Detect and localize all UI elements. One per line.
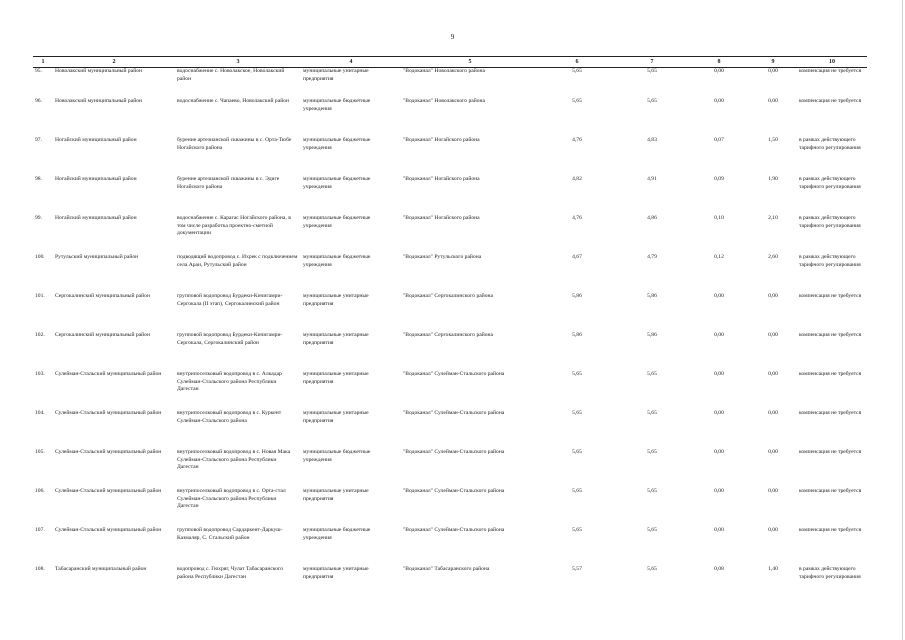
project-cell: водопровод с. Гюхряг, Чулат Табасаранского района Республики Дагестан: [177, 566, 283, 580]
value-cell: 0,00: [768, 410, 778, 417]
value-cell: 5,65: [647, 488, 657, 495]
project-cell: бурение артезианской скважины в с. Эдиге Ногайского района: [177, 176, 280, 190]
district-cell: Новолакский муниципальный район: [55, 68, 142, 75]
district-cell: Новолакский муниципальный район: [55, 98, 142, 105]
value-cell: 5,65: [572, 68, 582, 75]
table-row: [33, 371, 867, 410]
operator-cell: "Водоканал" Сергокалинского района: [403, 332, 493, 339]
project-cell: водоснабжение с. Карагас Ногайского района, в том числе разработка проектно-сметной документации: [177, 215, 291, 237]
org-type-cell: муниципальные бюджетные учреждения: [303, 449, 371, 463]
value-cell: 0,00: [714, 449, 724, 456]
value-cell: 5,65: [647, 566, 657, 573]
district-cell: Сулейман-Стальский муниципальный район: [55, 371, 162, 378]
value-cell: 1,50: [768, 137, 778, 144]
project-cell: групповой водопровод Бурдеки-Кичигамри-Сергокала, Сергокалинский район: [177, 332, 283, 346]
note-cell: компенсация не требуется: [799, 98, 862, 105]
value-cell: 5,65: [647, 449, 657, 456]
value-cell: 0,00: [714, 527, 724, 534]
row-number: 98.: [35, 176, 42, 183]
operator-cell: "Водоканал" Рутульского района: [403, 254, 482, 261]
operator-cell: "Водоканал" Сулейман-Стальского района: [403, 371, 505, 378]
org-type-cell: муниципальные унитарные предприятия: [303, 488, 369, 502]
table-body: [33, 68, 867, 606]
project-cell: групповой водопровод Сардаркент-Даркуш-Казмаляр, С. Стальский район: [177, 527, 283, 541]
row-number: 105.: [35, 449, 45, 456]
note-cell: компенсация не требуется: [799, 293, 862, 300]
table-row: [33, 488, 867, 527]
district-cell: Сулейман-Стальский муниципальный район: [55, 488, 162, 495]
operator-cell: "Водоканал" Сулейман-Стальского района: [403, 449, 505, 456]
column-header: 9: [749, 57, 797, 68]
table-row: [33, 293, 867, 332]
district-cell: Сулейман-Стальский муниципальный район: [55, 449, 162, 456]
district-cell: Сулейман-Стальский муниципальный район: [55, 410, 162, 417]
project-cell: внутрипоселковый водопровод в с. Новая Мака Сулейман-Стальского района Республики Дагестан: [177, 449, 291, 471]
org-type-cell: муниципальные бюджетные учреждения: [303, 98, 371, 112]
value-cell: 5,65: [572, 488, 582, 495]
value-cell: 4,82: [572, 176, 582, 183]
value-cell: 5,86: [647, 332, 657, 339]
org-type-cell: муниципальные бюджетные учреждения: [303, 215, 371, 229]
table-row: [33, 527, 867, 566]
value-cell: 0,00: [714, 332, 724, 339]
note-cell: компенсация не требуется: [799, 332, 862, 339]
note-cell: в рамках действующего тарифного регулирования: [799, 254, 861, 268]
value-cell: 5,65: [572, 449, 582, 456]
value-cell: 5,65: [572, 410, 582, 417]
column-header: 3: [175, 57, 301, 68]
org-type-cell: муниципальные бюджетные учреждения: [303, 527, 371, 541]
org-type-cell: муниципальные бюджетные учреждения: [303, 137, 371, 151]
investment-table: [33, 56, 867, 605]
value-cell: 5,86: [572, 332, 582, 339]
district-cell: Сергокалинский муниципальный район: [55, 293, 150, 300]
org-type-cell: муниципальные бюджетные учреждения: [303, 176, 371, 190]
page-edge: [902, 0, 903, 640]
row-number: 99.: [35, 215, 42, 222]
operator-cell: "Водоканал" Новолакского района: [403, 68, 486, 75]
value-cell: 4,86: [647, 215, 657, 222]
value-cell: 2,10: [768, 215, 778, 222]
value-cell: 0,12: [714, 254, 724, 261]
note-cell: компенсация не требуется: [799, 410, 862, 417]
page-number: 9: [450, 33, 455, 41]
project-cell: внутрипоселковый водопровод в с. Куркент Сулейман-Стальского района: [177, 410, 282, 424]
table-row: [33, 68, 867, 99]
value-cell: 1,40: [768, 566, 778, 573]
value-cell: 0,00: [768, 488, 778, 495]
row-number: 103.: [35, 371, 45, 378]
value-cell: 0,10: [714, 215, 724, 222]
column-header: 8: [689, 57, 749, 68]
value-cell: 0,09: [714, 176, 724, 183]
org-type-cell: муниципальные унитарные предприятия: [303, 410, 369, 424]
value-cell: 0,00: [714, 68, 724, 75]
org-type-cell: муниципальные унитарные предприятия: [303, 332, 369, 346]
operator-cell: "Водоканал" Новолакского района: [403, 98, 486, 105]
note-cell: в рамках действующего тарифного регулирования: [799, 176, 861, 190]
district-cell: Ногайский муниципальный район: [55, 215, 137, 222]
value-cell: 1,90: [768, 176, 778, 183]
value-cell: 5,65: [647, 371, 657, 378]
operator-cell: "Водоканал" Сулейман-Стальского района: [403, 410, 505, 417]
value-cell: 0,00: [768, 449, 778, 456]
operator-cell: "Водоканал" Сергокалинского района: [403, 293, 493, 300]
row-number: 95.: [35, 68, 42, 75]
table-row: [33, 176, 867, 215]
value-cell: 0,00: [768, 527, 778, 534]
value-cell: 5,65: [647, 527, 657, 534]
value-cell: 0,00: [768, 332, 778, 339]
table-row: [33, 449, 867, 488]
value-cell: 0,00: [714, 410, 724, 417]
row-number: 97.: [35, 137, 42, 144]
operator-cell: "Водоканал" Сулейман-Стальского района: [403, 488, 505, 495]
operator-cell: "Водоканал" Табасаранского района: [403, 566, 490, 573]
table-row: [33, 254, 867, 293]
value-cell: 2,60: [768, 254, 778, 261]
project-cell: групповой водопровод Бурдеки-Кичигамри-Сергокала (II этап), Сергокалинский район: [177, 293, 283, 307]
value-cell: 0,00: [714, 98, 724, 105]
value-cell: 4,91: [647, 176, 657, 183]
value-cell: 5,65: [647, 98, 657, 105]
note-cell: компенсация не требуется: [799, 488, 862, 495]
value-cell: 5,86: [647, 293, 657, 300]
row-number: 102.: [35, 332, 45, 339]
table-row: [33, 98, 867, 137]
value-cell: 5,65: [647, 410, 657, 417]
note-cell: компенсация не требуется: [799, 527, 862, 534]
org-type-cell: муниципальные унитарные предприятия: [303, 68, 369, 82]
value-cell: 0,00: [714, 293, 724, 300]
org-type-cell: муниципальные унитарные предприятия: [303, 293, 369, 307]
value-cell: 0,00: [714, 371, 724, 378]
value-cell: 0,08: [714, 566, 724, 573]
row-number: 96.: [35, 98, 42, 105]
column-header: 6: [539, 57, 615, 68]
header-row: [33, 57, 867, 68]
row-number: 107.: [35, 527, 45, 534]
value-cell: 0,07: [714, 137, 724, 144]
column-header: 4: [301, 57, 401, 68]
column-header: 2: [53, 57, 175, 68]
table-row: [33, 410, 867, 449]
district-cell: Ногайский муниципальный район: [55, 137, 137, 144]
table-row: [33, 332, 867, 371]
district-cell: Сергокалинский муниципальный район: [55, 332, 150, 339]
table-row: [33, 137, 867, 176]
value-cell: 5,65: [647, 68, 657, 75]
value-cell: 5,86: [572, 293, 582, 300]
district-cell: Ногайский муниципальный район: [55, 176, 137, 183]
note-cell: в рамках действующего тарифного регулирования: [799, 215, 861, 229]
value-cell: 0,00: [768, 371, 778, 378]
district-cell: Сулейман-Стальский муниципальный район: [55, 527, 162, 534]
project-cell: внутрипоселковый водопровод в с. Алкадар Сулейман-Стальского района Республики Дагестан: [177, 371, 282, 393]
column-header: 10: [797, 57, 867, 68]
note-cell: компенсация не требуется: [799, 68, 862, 75]
value-cell: 5,65: [572, 371, 582, 378]
row-number: 104.: [35, 410, 45, 417]
table-row: [33, 566, 867, 605]
note-cell: компенсация не требуется: [799, 449, 862, 456]
project-cell: внутрипоселковый водопровод в с. Орта-стал Сулейман-Стальского района Республики Дагестан: [177, 488, 286, 510]
operator-cell: "Водоканал" Ногайского района: [403, 176, 480, 183]
operator-cell: "Водоканал" Сулейман-Стальского района: [403, 527, 505, 534]
org-type-cell: муниципальные бюджетные учреждения: [303, 254, 371, 268]
operator-cell: "Водоканал" Ногайского района: [403, 215, 480, 222]
value-cell: 4,67: [572, 254, 582, 261]
note-cell: компенсация не требуется: [799, 371, 862, 378]
row-number: 100.: [35, 254, 45, 261]
row-number: 101.: [35, 293, 45, 300]
value-cell: 5,57: [572, 566, 582, 573]
operator-cell: "Водоканал" Ногайского района: [403, 137, 480, 144]
note-cell: в рамках действующего тарифного регулирования: [799, 566, 861, 580]
value-cell: 5,65: [572, 527, 582, 534]
project-cell: водоснабжение с. Чапаево, Новолакский район: [177, 98, 289, 105]
district-cell: Рутульский муниципальный район: [55, 254, 139, 261]
value-cell: 4,76: [572, 215, 582, 222]
value-cell: 4,79: [647, 254, 657, 261]
row-number: 106.: [35, 488, 45, 495]
district-cell: Табасаранский муниципальный район: [55, 566, 147, 573]
row-number: 108.: [35, 566, 45, 573]
value-cell: 4,76: [572, 137, 582, 144]
value-cell: 0,00: [714, 488, 724, 495]
project-cell: подводящий водопровод с. Ихрек с подключением села Араи, Рутульский район: [177, 254, 298, 268]
org-type-cell: муниципальные унитарные предприятия: [303, 566, 369, 580]
project-cell: водоснабжение с. Новолакское, Новолакский район: [177, 68, 285, 82]
column-header: 1: [33, 57, 53, 68]
project-cell: бурение артезианской скважины в с. Орта-Тюбе Ногайского района: [177, 137, 292, 151]
value-cell: 0,00: [768, 68, 778, 75]
column-header: 7: [615, 57, 689, 68]
value-cell: 0,00: [768, 293, 778, 300]
table-row: [33, 215, 867, 254]
note-cell: в рамках действующего тарифного регулирования: [799, 137, 861, 151]
value-cell: 0,00: [768, 98, 778, 105]
value-cell: 4,83: [647, 137, 657, 144]
value-cell: 5,65: [572, 98, 582, 105]
column-header: 5: [401, 57, 539, 68]
org-type-cell: муниципальные унитарные предприятия: [303, 371, 369, 385]
